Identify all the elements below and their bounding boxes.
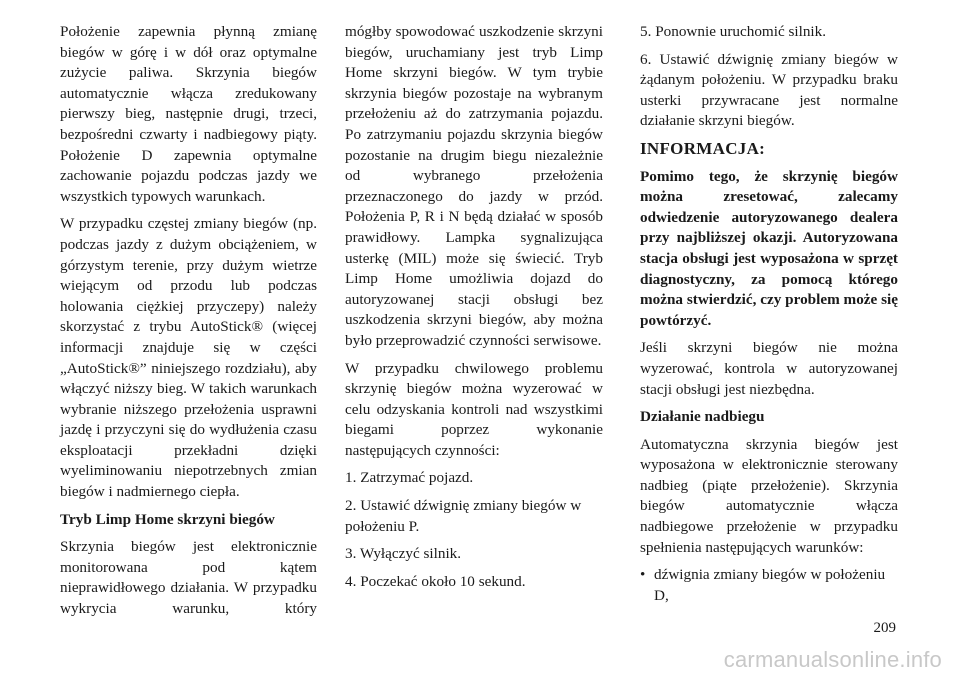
watermark: carmanualsonline.info	[723, 647, 942, 672]
bullet-item: • dźwignia zmiany biegów w położeniu D,	[640, 565, 898, 606]
column-1	[60, 22, 317, 627]
step-4: 4. Poczekać około 10 sekund.	[345, 572, 526, 590]
paragraph-reset-intro: W przypadku chwilowego problemu skrzynię biegów można wyzerować w celu odzyskania kontroli nad wszystkimi biegami poprzez wykonanie następujących czynności:	[345, 359, 603, 459]
step-1: 1. Zatrzymać pojazd.	[345, 469, 474, 487]
section-heading-overdrive: Działanie nadbiegu	[640, 408, 765, 426]
column-3	[640, 22, 898, 613]
step-3: 3. Wyłączyć silnik.	[345, 545, 462, 563]
step-2: 2. Ustawić dźwignię zmiany biegów w położeniu P.	[345, 497, 582, 535]
paragraph-overdrive: Automatyczna skrzynia biegów jest wyposażona w elektronicznie sterowany nadbieg (piąte przełożenie). Skrzynia biegów automatycznie włącza nadbiegowe przełożenie w przypadku spełnienia następujących warunków:	[640, 435, 898, 556]
page-number: 209	[873, 620, 896, 636]
step-6: 6. Ustawić dźwignię zmiany biegów w żądanym położeniu. W przypadku braku usterki przywracane jest normalne działanie skrzyni biegów.	[640, 50, 898, 130]
info-text: Pomimo tego, że skrzynię biegów można zresetować, zalecamy odwiedzenie autoryzowanego dealera przy najbliższej okazji. Autoryzowana stacja obsługi jest wyposażona w sprzęt diagnostyczny, za pomocą którego można stwierdzić, czy problem może się powtórzyć.	[640, 167, 898, 329]
column-2	[345, 22, 603, 599]
paragraph-reset-failed: Jeśli skrzyni biegów nie można wyzerować, kontrola w autoryzowanej stacji obsługi jest niezbędna.	[640, 339, 898, 398]
section-heading-limp-home: Tryb Limp Home skrzyni biegów	[60, 510, 275, 528]
step-5: 5. Ponownie uruchomić silnik.	[640, 23, 827, 40]
paragraph-limp-home-intro: Skrzynia biegów jest elektronicznie monitorowana pod kątem nieprawidłowego działania. W przypadku wykrycia warunku, który	[60, 538, 317, 618]
paragraph-drive-position: Położenie zapewnia płynną zmianę biegów w górę i w dół oraz optymalne zużycie paliwa. Skrzynia biegów automatycznie włącza zredukowany pierwszy bieg, następnie drugi, trzeci, bezpośredni czwarty i nadbiegowy piąty. Położenie D zapewnia optymalne zachowanie pojazdu podczas jazdy we wszystkich typowych warunkach.	[60, 23, 317, 205]
paragraph-autostick: W przypadku częstej zmiany biegów (np. podczas jazdy z dużym obciążeniem, w górzystym terenie, przy dużym wietrze wiejącym od przodu lub podczas holowania ciężkiej przyczepy) należy skorzystać z trybu AutoStick® (więcej informacji znajduje się w części „AutoStick®” niniejszego rozdziału), aby włączyć niższy bieg. W takich warunkach wybranie niższego przełożenia usprawni jazdę i przyczyni się do wydłużenia czasu eksploatacji przekładni dzięki wyeliminowaniu niepotrzebnych zmian biegów i nadmiernego ciepła.	[60, 215, 317, 501]
paragraph-limp-home-continued: mógłby spowodować uszkodzenie skrzyni biegów, uruchamiany jest tryb Limp Home skrzyni biegów. W tym trybie skrzynia biegów pozostaje na wybranym przełożeniu aż do zatrzymania pojazdu. Po zatrzymaniu pojazdu skrzynia biegów pozostanie na drugim biegu niezależnie od wybranego przełożenia przeznaczonego do jazdy w przód. Położenia P, R i N będą działać w sposób prawidłowy. Lampka sygnalizująca usterkę (MIL) może się świecić. Tryb Limp Home umożliwia dojazd do autoryzowanej stacji obsługi bez uszkodzenia skrzyni biegów, aby można było przeprowadzić czynności serwisowe.	[345, 23, 603, 349]
info-title: INFORMACJA:	[640, 138, 766, 158]
